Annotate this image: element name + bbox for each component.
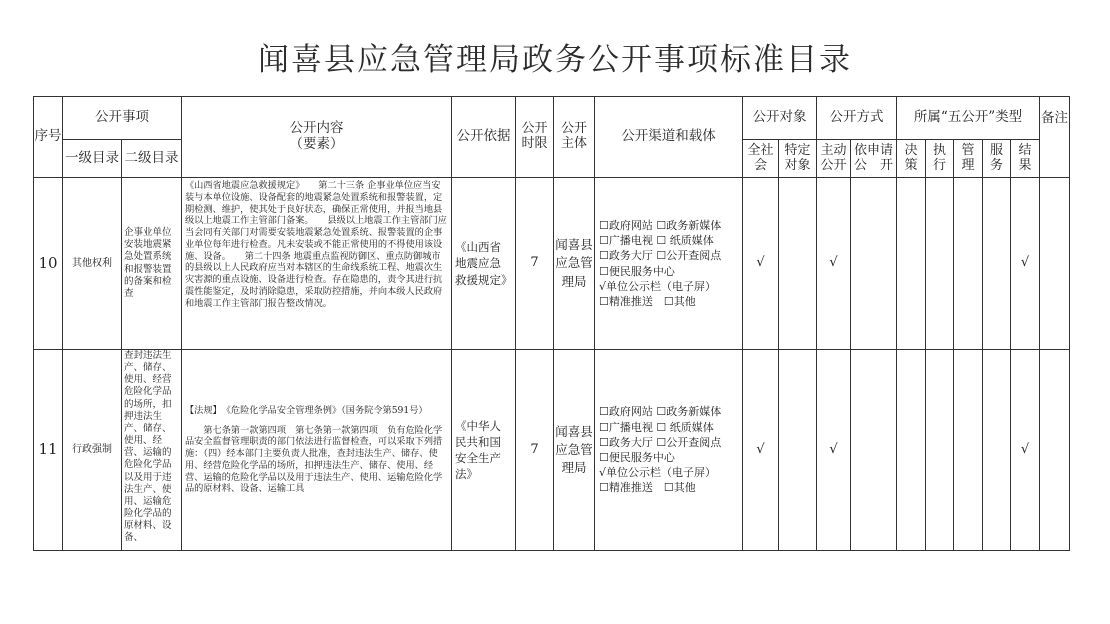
header-five-exec: 执 行 — [926, 140, 954, 178]
header-content: 公开内容 （要素） — [182, 97, 452, 178]
check-five-exec — [926, 178, 954, 350]
check-method-apply — [851, 178, 897, 350]
row-level2: 企事业单位安装地震紧急处置系统和报警装置的备案和检查 — [122, 178, 182, 350]
header-time-limit: 公开 时限 — [516, 97, 554, 178]
check-five-result: √ — [1011, 350, 1040, 551]
row-content: 《山西省地震应急救援规定》 第二十三条 企事业单位应当安装与本单位设施、设备配套的地震紧急处置系统和报警装置，定期检测、维护，使其处于良好状态，确保正常使用，并报当地县级以上地震工作主管部门备案。 县级以上地震工作主管部门应当会同有关部门对需要安装地震紧急处置系统、报警装置的企事业单位每年进行检查。凡未安装或不能正常使用的不得使用该设施、设备。 第二十四条 地震重点监视防御区、重点防御城市的县级以上人民政府应当对本辖区的生命线系统工程、地震次生灾害源的重点设施、设备进行检查。存在隐患的，责令其进行抗震性能鉴定，及时消除隐患，采取防控措施，并向本级人民政府和地震工作主管部门报告整改情况。 — [182, 178, 452, 350]
check-method-active: √ — [817, 178, 851, 350]
row-seq: 11 — [34, 350, 63, 551]
header-item: 公开事项 — [63, 97, 182, 140]
channel-item: ☐便民服务中心 — [599, 264, 675, 278]
channel-item: ☐广播电视 ☐ 纸质媒体 — [599, 420, 714, 434]
table-row — [34, 350, 1109, 551]
check-five-exec — [926, 350, 954, 551]
channel-item: ☐精准推送 ☐其他 — [599, 481, 696, 495]
row-time-limit: 7 — [516, 178, 554, 350]
row-level1: 其他权利 — [63, 178, 122, 350]
header-method-apply: 依申请 公 开 — [851, 140, 897, 178]
row-subject: 闻喜县应急管理局 — [554, 350, 595, 551]
channel-item: ☐政务大厅 ☐公开查阅点 — [599, 249, 722, 263]
channel-item: √单位公示栏（电子屏） — [599, 279, 717, 293]
check-method-apply — [851, 350, 897, 551]
check-five-decision — [897, 178, 926, 350]
row-remark — [1040, 178, 1070, 350]
row-subject: 闻喜县应急管理局 — [554, 178, 595, 350]
row-level2: 查封违法生产、储存、使用、经营危险化学品的场所，扣押违法生产、储存、使用、经营、运输的危险化学品以及用于违法生产、使用、运输危险化学品的原材料、设备、 — [122, 350, 182, 551]
row-seq: 10 — [34, 178, 63, 350]
header-seq: 序号 — [34, 97, 63, 178]
row-channels — [595, 178, 743, 350]
check-five-result: √ — [1011, 178, 1040, 350]
row-time-limit: 7 — [516, 350, 554, 551]
check-aud-specific — [779, 350, 817, 551]
header-level2: 二级目录 — [122, 140, 182, 178]
row-basis: 《中华人民共和国安全生产法》 — [452, 350, 516, 551]
check-five-decision — [897, 350, 926, 551]
channel-item: ☐政府网站 ☐政务新媒体 — [599, 405, 722, 419]
channel-item: ☐广播电视 ☐ 纸质媒体 — [599, 234, 714, 248]
header-aud-society: 全社 会 — [743, 140, 779, 178]
catalog-table — [33, 96, 1109, 551]
content-paragraph: 【法规】 《危险化学品安全管理条例》（国务院令第591号） — [185, 404, 428, 416]
check-five-manage — [954, 178, 983, 350]
channel-item: ☐精准推送 ☐其他 — [599, 294, 696, 308]
header-row-1 — [34, 97, 1109, 140]
header-remark: 备注 — [1040, 97, 1070, 178]
check-aud-society: √ — [743, 178, 779, 350]
header-level1: 一级目录 — [63, 140, 122, 178]
content-paragraph: 第七条第一款第四项 第七条第一款第四项 负有危险化学品安全监督管理职责的部门依法进行监督检查，可以采取下列措施：（四）经本部门主要负责人批准，查封违法生产、储存、使用、经营危险化学品的场所，扣押违法生产、储存、使用、经营、运输的危险化学品以及用于违法生产、使用、运输危险化学品的原材料、设备、运输工具 — [185, 424, 443, 495]
header-aud-specific: 特定 对象 — [779, 140, 817, 178]
channel-item: √单位公示栏（电子屏） — [599, 466, 717, 480]
row-level1: 行政强制 — [63, 350, 122, 551]
header-channels: 公开渠道和载体 — [595, 97, 743, 178]
header-method-active: 主动 公开 — [817, 140, 851, 178]
check-five-service — [983, 350, 1011, 551]
row-basis: 《山西省地震应急救援规定》 — [452, 178, 516, 350]
header-audience: 公开对象 — [743, 97, 817, 140]
header-five-types: 所属“五公开”类型 — [897, 97, 1040, 140]
header-subject: 公开 主体 — [554, 97, 595, 178]
channel-item: ☐政务大厅 ☐公开查阅点 — [599, 435, 722, 449]
header-five-result: 结 果 — [1011, 140, 1040, 178]
header-five-service: 服 务 — [983, 140, 1011, 178]
check-method-active: √ — [817, 350, 851, 551]
channel-item: ☐政府网站 ☐政务新媒体 — [599, 218, 722, 232]
check-five-manage — [954, 350, 983, 551]
check-aud-specific — [779, 178, 817, 350]
header-five-decision: 决 策 — [897, 140, 926, 178]
table-row — [34, 178, 1109, 350]
page-title: 闻喜县应急管理局政务公开事项标准目录 — [258, 42, 852, 78]
header-basis: 公开依据 — [452, 97, 516, 178]
check-aud-society: √ — [743, 350, 779, 551]
header-method: 公开方式 — [817, 97, 897, 140]
row-content — [182, 350, 452, 551]
row-remark — [1040, 350, 1070, 551]
row-channels — [595, 350, 743, 551]
header-five-manage: 管 理 — [954, 140, 983, 178]
check-five-service — [983, 178, 1011, 350]
channel-item: ☐便民服务中心 — [599, 451, 675, 464]
